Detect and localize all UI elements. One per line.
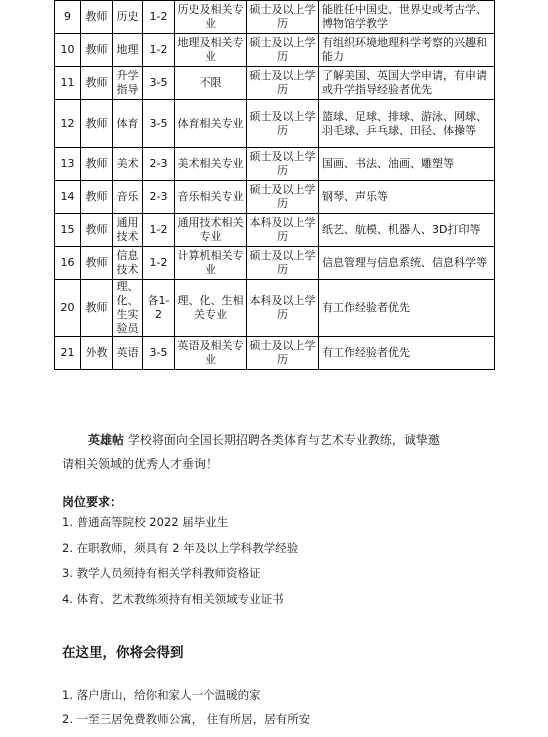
requirement-item: 1. 普通高等院校 2022 届毕业生 <box>62 515 229 529</box>
headcount-cell: 2-3 <box>143 181 175 214</box>
staff-type-cell: 教师 <box>81 280 113 337</box>
education-cell: 硕士及以上学历 <box>247 100 319 148</box>
row-number-cell: 16 <box>55 247 81 280</box>
table-row <box>55 1 495 34</box>
requirement-cell: 了解美国、英国大学申请，有申请或升学指导经验者优先 <box>319 67 495 100</box>
education-cell: 硕士及以上学历 <box>247 247 319 280</box>
staff-type-cell: 教师 <box>81 1 113 34</box>
requirement-cell: 有工作经验者优先 <box>319 280 495 337</box>
headcount-cell: 各1-2 <box>143 280 175 337</box>
table-row <box>55 148 495 181</box>
requirement-cell: 能胜任中国史、世界史或考古学、博物馆学教学 <box>319 1 495 34</box>
subject-cell: 地理 <box>113 34 143 67</box>
requirement-cell: 纸艺、航模、机器人、3D打印等 <box>319 214 495 247</box>
row-number-cell: 14 <box>55 181 81 214</box>
benefits-list <box>62 683 310 731</box>
row-number-cell: 11 <box>55 67 81 100</box>
row-number-cell: 9 <box>55 1 81 34</box>
subject-cell: 历史 <box>113 1 143 34</box>
headcount-cell: 1-2 <box>143 1 175 34</box>
staff-type-cell: 教师 <box>81 181 113 214</box>
headcount-cell: 3-5 <box>143 67 175 100</box>
staff-type-cell: 教师 <box>81 67 113 100</box>
intro-paragraph <box>62 428 502 476</box>
headcount-cell: 1-2 <box>143 34 175 67</box>
table-row <box>55 34 495 67</box>
staff-type-cell: 外教 <box>81 337 113 370</box>
headcount-cell: 3-5 <box>143 100 175 148</box>
education-cell: 硕士及以上学历 <box>247 67 319 100</box>
education-cell: 本科及以上学历 <box>247 280 319 337</box>
requirement-item: 4. 体育、艺术教练须持有相关领域专业证书 <box>62 591 284 606</box>
benefit-item: 2. 一至三居免费教师公寓， 住有所居，居有所安 <box>62 712 311 726</box>
major-cell: 不限 <box>175 67 247 100</box>
subject-cell: 英语 <box>113 337 143 370</box>
subject-cell: 理、化、生实验员 <box>113 280 143 337</box>
education-cell: 硕士及以上学历 <box>247 1 319 34</box>
requirement-cell: 有组织环境地理科学考察的兴趣和能力 <box>319 34 495 67</box>
headcount-cell: 2-3 <box>143 148 175 181</box>
row-number-cell: 21 <box>55 337 81 370</box>
major-cell: 音乐相关专业 <box>175 181 247 214</box>
table-row <box>55 214 495 247</box>
table-row <box>55 181 495 214</box>
requirement-cell: 篮球、足球、排球、游泳、网球、羽毛球、乒乓球、田径、体操等 <box>319 100 495 148</box>
staff-type-cell: 教师 <box>81 34 113 67</box>
requirements-title: 岗位要求： <box>62 495 123 509</box>
headcount-cell: 1-2 <box>143 247 175 280</box>
subject-cell: 体育 <box>113 100 143 148</box>
recruitment-table <box>54 0 495 370</box>
intro-brand: 英雄帖 <box>88 433 125 447</box>
major-cell: 通用技术相关专业 <box>175 214 247 247</box>
table-row <box>55 67 495 100</box>
subject-cell: 升学指导 <box>113 67 143 100</box>
staff-type-cell: 教师 <box>81 214 113 247</box>
education-cell: 硕士及以上学历 <box>247 148 319 181</box>
major-cell: 历史及相关专业 <box>175 1 247 34</box>
major-cell: 理、化、生相关专业 <box>175 280 247 337</box>
intro-text-line2: 请相关领域的优秀人才垂询！ <box>62 457 219 471</box>
row-number-cell: 12 <box>55 100 81 148</box>
education-cell: 硕士及以上学历 <box>247 181 319 214</box>
staff-type-cell: 教师 <box>81 247 113 280</box>
row-number-cell: 20 <box>55 280 81 337</box>
subject-cell: 音乐 <box>113 181 143 214</box>
major-cell: 体育相关专业 <box>175 100 247 148</box>
education-cell: 硕士及以上学历 <box>247 34 319 67</box>
requirement-cell: 信息管理与信息系统、信息科学等 <box>319 247 495 280</box>
intro-text-line1: 学校将面向全国长期招聘各类体育与艺术专业教练，诚挚邀 <box>127 433 440 447</box>
staff-type-cell: 教师 <box>81 148 113 181</box>
major-cell: 英语及相关专业 <box>175 337 247 370</box>
education-cell: 本科及以上学历 <box>247 214 319 247</box>
requirement-cell: 钢琴、声乐等 <box>319 181 495 214</box>
major-cell: 地理及相关专业 <box>175 34 247 67</box>
subject-cell: 美术 <box>113 148 143 181</box>
major-cell: 美术相关专业 <box>175 148 247 181</box>
table-row <box>55 100 495 148</box>
headcount-cell: 3-5 <box>143 337 175 370</box>
row-number-cell: 15 <box>55 214 81 247</box>
subject-cell: 信息技术 <box>113 247 143 280</box>
headcount-cell: 1-2 <box>143 214 175 247</box>
requirements-list <box>62 510 298 612</box>
table-row <box>55 337 495 370</box>
requirement-cell: 有工作经验者优先 <box>319 337 495 370</box>
requirement-item: 3. 教学人员须持有相关学科教师资格证 <box>62 566 261 580</box>
staff-type-cell: 教师 <box>81 100 113 148</box>
table-row <box>55 247 495 280</box>
requirement-item: 2. 在职教师，须具有 2 年及以上学科教学经验 <box>62 540 299 555</box>
major-cell: 计算机相关专业 <box>175 247 247 280</box>
requirement-cell: 国画、书法、油画、雕塑等 <box>319 148 495 181</box>
subject-cell: 通用技术 <box>113 214 143 247</box>
row-number-cell: 13 <box>55 148 81 181</box>
table-row <box>55 280 495 337</box>
education-cell: 硕士及以上学历 <box>247 337 319 370</box>
benefits-title: 在这里，你将会得到 <box>62 645 184 661</box>
benefit-item: 1. 落户唐山，给你和家人一个温暖的家 <box>62 688 261 702</box>
row-number-cell: 10 <box>55 34 81 67</box>
